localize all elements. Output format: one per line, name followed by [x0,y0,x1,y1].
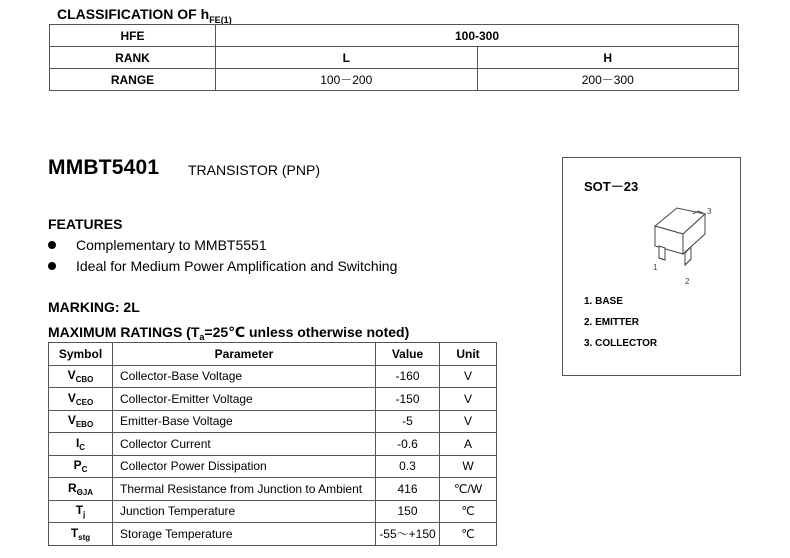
package-box [562,157,741,376]
symbol-cell [49,388,113,411]
value-cell: -55～+150 [376,523,440,546]
parameter-cell: Collector Power Dissipation [113,455,376,478]
symbol-letter: V [67,390,76,405]
parameter-cell: Collector Current [113,433,376,456]
symbol-subscript: C [79,442,86,452]
hfe-label: HFE [50,25,216,47]
parameter-cell: Collector-Emitter Voltage [113,388,376,411]
value-cell: 0.3 [376,455,440,478]
parameter-cell: Collector-Base Voltage [113,365,376,388]
table-row [49,500,497,523]
table-row [49,523,497,546]
classification-row-hfe [50,25,739,47]
symbol-cell [49,433,113,456]
unit-cell: ℃ [440,500,497,523]
feature-text: Ideal for Medium Power Amplification and Switching [76,258,398,274]
pin-number-2: 2 [685,277,690,286]
symbol-subscript: EBO [75,420,94,430]
classification-title-subscript: FE(1) [209,15,232,25]
value-cell: -160 [376,365,440,388]
hfe-value: 100-300 [216,25,739,47]
part-type: TRANSISTOR (PNP) [188,162,320,178]
symbol-subscript: stg [78,532,91,542]
value-cell: 150 [376,500,440,523]
value-cell: -5 [376,410,440,433]
pin-collector: 3. COLLECTOR [584,338,658,349]
feature-item [48,237,267,253]
classification-title [57,6,232,25]
table-row [49,455,497,478]
symbol-subscript: j [83,510,86,520]
classification-row-range [50,69,739,91]
symbol-subscript: CBO [75,375,94,385]
unit-cell: W [440,455,497,478]
max-ratings-title [48,324,409,342]
symbol-cell [49,455,113,478]
part-number: MMBT5401 [48,156,160,179]
unit-cell: ℃/W [440,478,497,501]
features-heading: FEATURES [48,216,123,232]
symbol-subscript: CEO [75,397,94,407]
symbol-cell [49,500,113,523]
symbol-cell [49,523,113,546]
symbol-letter: P [73,458,82,473]
range-l: 100－200 [216,69,478,91]
classification-row-rank [50,47,739,69]
parameter-cell: Emitter-Base Voltage [113,410,376,433]
symbol-letter: T [70,525,79,540]
header-unit: Unit [440,343,497,366]
rank-label: RANK [50,47,216,69]
feature-item [48,258,397,274]
feature-text: Complementary to MMBT5551 [76,237,267,253]
symbol-letter: V [67,413,76,428]
table-row [49,433,497,456]
unit-cell: ℃ [440,523,497,546]
sot23-package-icon [645,202,725,292]
pin-base: 1. BASE [584,296,623,307]
classification-table [49,24,739,91]
symbol-letter: R [67,480,77,495]
classification-title-text: CLASSIFICATION OF h [57,6,210,22]
marking: MARKING: 2L [48,299,140,315]
value-cell: -0.6 [376,433,440,456]
symbol-subscript: ΘJA [76,487,94,497]
parameter-cell: Thermal Resistance from Junction to Ambient [113,478,376,501]
symbol-cell [49,478,113,501]
table-row [49,478,497,501]
pin-number-1: 1 [653,263,658,272]
symbol-cell [49,410,113,433]
symbol-letter: T [75,503,84,518]
bullet-icon [48,262,56,270]
table-row [49,388,497,411]
unit-cell: V [440,365,497,388]
symbol-subscript: C [81,465,88,475]
pin-emitter: 2. EMITTER [584,317,640,328]
max-ratings-table [48,342,497,546]
table-row [49,365,497,388]
package-name: SOT－23 [584,179,639,194]
unit-cell: V [440,388,497,411]
max-ratings-title-pre: MAXIMUM RATINGS (T [48,324,200,340]
table-row [49,410,497,433]
pin-number-3: 3 [707,207,712,216]
max-ratings-header-row [49,343,497,366]
value-cell: 416 [376,478,440,501]
value-cell: -150 [376,388,440,411]
max-ratings-title-post: =25℃ unless otherwise noted) [204,324,410,340]
max-ratings-title-sub: a [199,332,205,342]
rank-h: H [477,47,739,69]
unit-cell: A [440,433,497,456]
symbol-cell [49,365,113,388]
unit-cell: V [440,410,497,433]
header-parameter: Parameter [113,343,376,366]
header-value: Value [376,343,440,366]
range-label: RANGE [50,69,216,91]
symbol-letter: I [75,435,80,450]
parameter-cell: Junction Temperature [113,500,376,523]
header-symbol: Symbol [49,343,113,366]
bullet-icon [48,241,56,249]
parameter-cell: Storage Temperature [113,523,376,546]
symbol-letter: V [67,368,76,383]
range-h: 200－300 [477,69,739,91]
rank-l: L [216,47,478,69]
